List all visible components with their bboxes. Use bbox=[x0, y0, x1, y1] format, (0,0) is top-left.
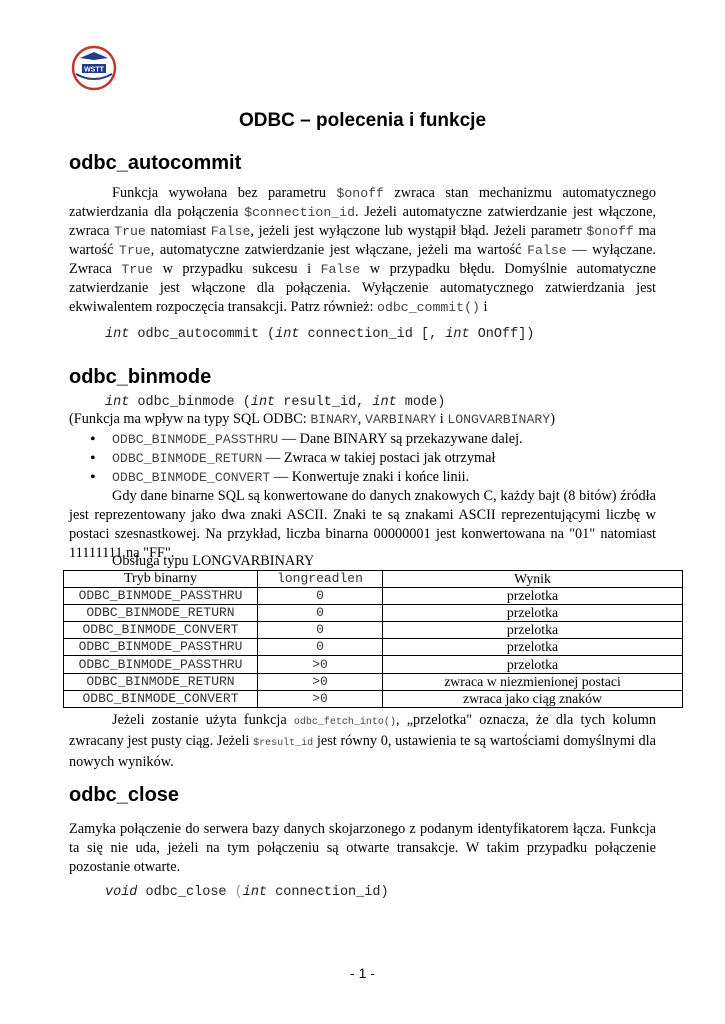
table-cell: >0 bbox=[258, 656, 383, 673]
autocommit-signature: int odbc_autocommit (int connection_id [, int OnOff]) bbox=[105, 327, 535, 342]
logo-text: WSTT bbox=[84, 66, 104, 74]
table-cell: ODBC_BINMODE_PASSTHRU bbox=[64, 656, 258, 673]
table-cell: >0 bbox=[258, 690, 383, 707]
list-item: • ODBC_BINMODE_RETURN — Zwraca w takiej postaci jak otrzymał bbox=[69, 449, 523, 468]
table-caption: Obsługa typu LONGVARBINARY bbox=[112, 553, 315, 569]
page-number: - 1 - bbox=[350, 965, 375, 981]
table-row bbox=[64, 588, 683, 605]
binmode-signature: int odbc_binmode (int result_id, int mode) bbox=[105, 395, 446, 410]
table-row bbox=[64, 673, 683, 690]
table-row bbox=[64, 605, 683, 622]
close-signature: void odbc_close (int connection_id) bbox=[105, 885, 389, 900]
table-cell: ODBC_BINMODE_CONVERT bbox=[64, 622, 258, 639]
table-cell: przelotka bbox=[383, 605, 683, 622]
table-cell: ODBC_BINMODE_PASSTHRU bbox=[64, 639, 258, 656]
table-cell: ODBC_BINMODE_RETURN bbox=[64, 673, 258, 690]
binmode-description: Gdy dane binarne SQL są konwertowane do danych znakowych C, każdy bajt (8 bitów) źródła jest reprezentowany jako dwa znaki ASCII. Znaki te są znakami ASCII reprezentującymi liczbę w postaci szesnastkowej. Na przykład, liczba binarna 00000001 jest konwertowana na "01" natomiast 11111111 na "FF". bbox=[69, 488, 656, 561]
binmode-list bbox=[69, 430, 523, 487]
table-cell: ODBC_BINMODE_PASSTHRU bbox=[64, 588, 258, 605]
table-header-cell: Tryb binarny bbox=[64, 571, 258, 588]
heading-autocommit: odbc_autocommit bbox=[69, 152, 242, 174]
page-title: ODBC – polecenia i funkcje bbox=[238, 110, 487, 131]
close-description: Zamyka połączenie do serwera bazy danych skojarzonego z podanym identyfikatorem łącza. Funkcja ta się nie uda, jeżeli na tym połączeniu są otwarte transakcje. W takim przypadku połączenie pozostanie otwarte. bbox=[69, 821, 656, 875]
table-cell: ODBC_BINMODE_CONVERT bbox=[64, 690, 258, 707]
table-cell: przelotka bbox=[383, 639, 683, 656]
list-item: • ODBC_BINMODE_CONVERT — Konwertuje znaki i końce linii. bbox=[69, 468, 523, 487]
table-cell: przelotka bbox=[383, 622, 683, 639]
table-row bbox=[64, 690, 683, 707]
table-cell: ODBC_BINMODE_RETURN bbox=[64, 605, 258, 622]
table-cell: zwraca jako ciąg znaków bbox=[383, 690, 683, 707]
heading-close: odbc_close bbox=[69, 784, 180, 806]
table-cell: przelotka bbox=[383, 656, 683, 673]
binmode-intro: (Funkcja ma wpływ na typy SQL ODBC: BINARY, VARBINARY i LONGVARBINARY) bbox=[69, 411, 555, 427]
logo-tagline: est. 1999 bbox=[86, 77, 102, 81]
table-cell: >0 bbox=[258, 673, 383, 690]
heading-binmode: odbc_binmode bbox=[69, 366, 212, 388]
binmode-table bbox=[63, 570, 683, 708]
table-header-cell: Wynik bbox=[383, 571, 683, 588]
table-row bbox=[64, 622, 683, 639]
table-row bbox=[64, 639, 683, 656]
list-item: • ODBC_BINMODE_PASSTHRU — Dane BINARY są przekazywane dalej. bbox=[69, 430, 523, 449]
autocommit-description: Funkcja wywołana bez parametru $onoff zwraca stan mechanizmu automatycznego zatwierdzania dla połączenia $connection_id. Jeżeli automatyczne zatwierdzanie jest włączone, zwraca True natomiast False, jeżeli jest wyłączone lub wystąpił błąd. Jeżeli parametr $onoff ma wartość True, automatyczne zatwierdzanie jest włączane, jeżeli ma wartość False — wyłączane. Zwraca True w przypadku sukcesu i False w przypadku błędu. Domyślnie automatyczne zatwierdzanie jest włączone dla połączenia. Wyłączenie automatycznego zatwierdzania jest ekwiwalentem rozpoczęcia transakcji. Patrz również: odbc_commit() i bbox=[69, 185, 657, 315]
table-cell: zwraca w niezmienionej postaci bbox=[383, 673, 683, 690]
table-row bbox=[64, 656, 683, 673]
table-cell: przelotka bbox=[383, 588, 683, 605]
logo bbox=[70, 44, 118, 92]
table-header-cell: longreadlen bbox=[258, 571, 383, 588]
binmode-note: Jeżeli zostanie użyta funkcja odbc_fetch_into(), „przelotka" oznacza, że dla tych kolumn zwracany jest pusty ciąg. Jeżeli $result_id jest równy 0, ustawienia te są wartościami domyślnymi dla nowych wyników. bbox=[69, 712, 656, 770]
table-cell: 0 bbox=[258, 622, 383, 639]
table-header-row bbox=[64, 571, 683, 588]
table-cell: 0 bbox=[258, 605, 383, 622]
table-cell: 0 bbox=[258, 588, 383, 605]
table-cell: 0 bbox=[258, 639, 383, 656]
